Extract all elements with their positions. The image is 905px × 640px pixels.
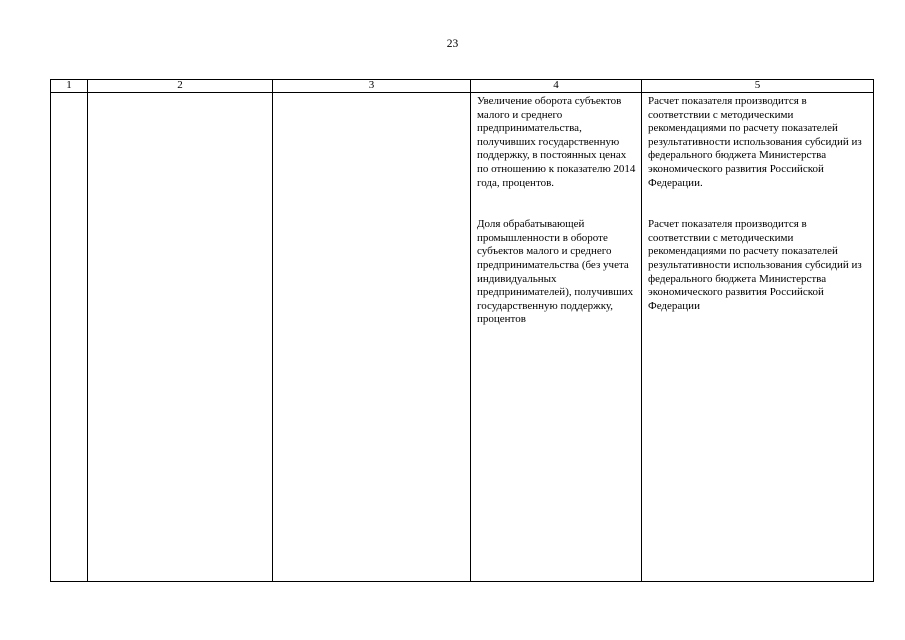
header-row [51,80,874,93]
indicator-text-2: Доля обрабатывающей промышленности в обороте субъектов малого и среднего предпринимательства (без учета индивидуальных предпринимателей), получивших государственную поддержку, процентов [477,218,634,326]
header-col-4: 4 [471,80,642,93]
indicator-text-1: Увеличение оборота субъектов малого и среднего предпринимательства, получивших государственную поддержку, в постоянных ценах по отношению к показателю 2014 года, процентов. [477,95,636,189]
header-col-3: 3 [273,80,471,93]
header-col-1: 1 [51,80,88,93]
calculation-text-1: Расчет показателя производится в соответствии с методическими рекомендациями по расчету показателей результативности использования субсидий из федерального бюджета Министерства экономического развития Российской Федерации. [648,95,862,189]
calculation-text-2: Расчет показателя производится в соответствии с методическими рекомендациями по расчету показателей результативности использования субсидий из федерального бюджета Министерства экономического развития Российской Федерации [648,218,862,312]
cell-col-2 [88,93,273,582]
header-col-5: 5 [642,80,874,93]
cell-col-4 [471,93,642,582]
header-col-2: 2 [88,80,273,93]
cell-col-1 [51,93,88,582]
document-table [50,79,874,582]
cell-col-5 [642,93,874,582]
table-header [51,80,874,93]
table-row [51,93,874,582]
page-number: 23 [446,38,459,50]
cell-col-3 [273,93,471,582]
